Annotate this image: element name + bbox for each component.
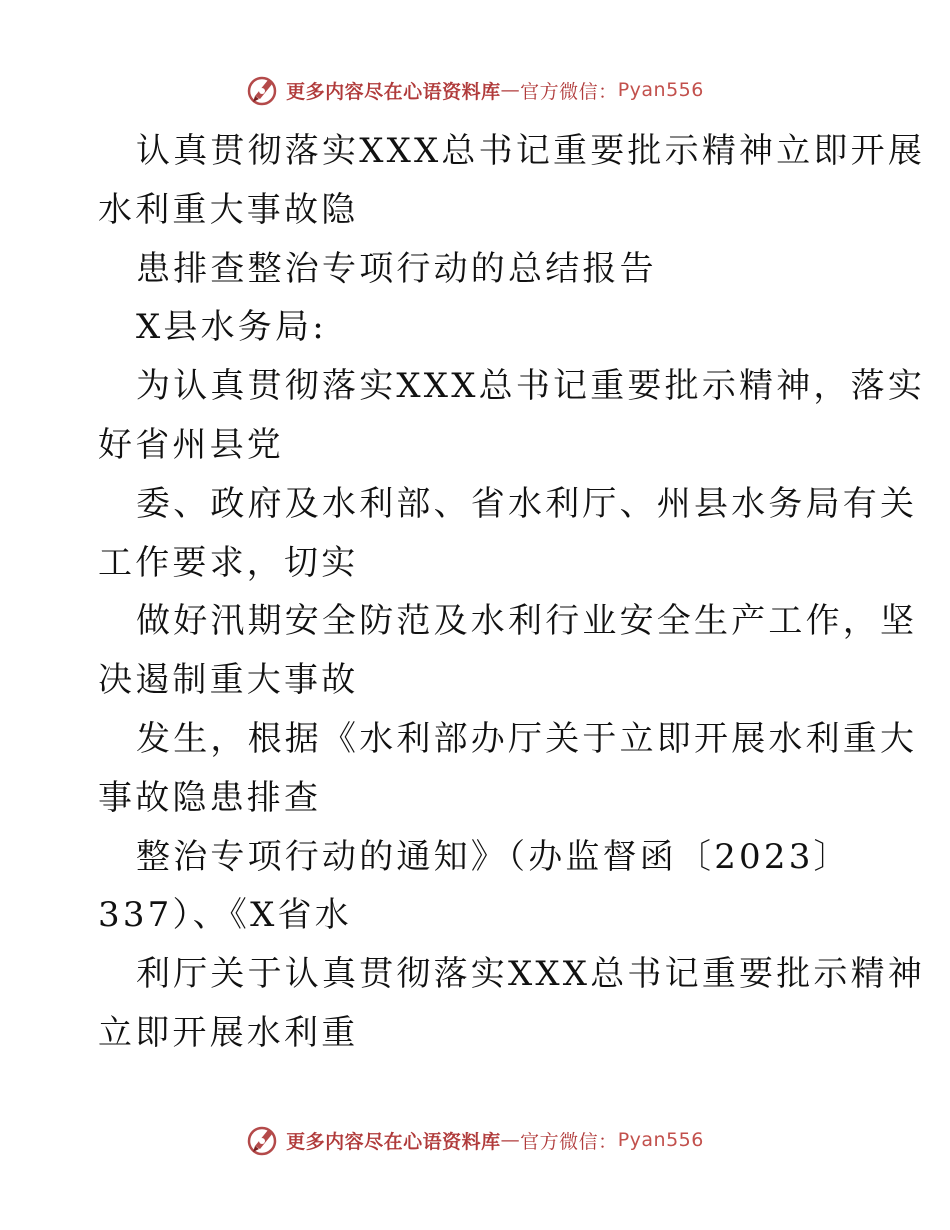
pen-logo-icon: [246, 74, 280, 106]
watermark-id: Pyan556: [617, 1129, 704, 1151]
watermark-label: 官方微信：: [520, 80, 618, 103]
text-line: X县水务局:: [136, 307, 327, 348]
text-line: 委、政府及水利部、省水利厅、州县水务局有关: [136, 483, 918, 524]
text-line: 认真贯彻落实XXX总书记重要批示精神立即开展: [136, 131, 926, 171]
text-line: 立即开展水利重: [98, 1012, 359, 1053]
text-line: 为认真贯彻落实XXX总书记重要批示精神，落实: [136, 366, 926, 407]
watermark-site: 更多内容尽在心语资料库: [286, 80, 501, 103]
watermark-footer: [0, 1124, 950, 1156]
watermark-label: 官方微信：: [520, 1130, 618, 1153]
watermark-site: 更多内容尽在心语资料库: [286, 1130, 501, 1153]
document-body: [98, 122, 926, 1063]
text-line: 337）、《X省水: [98, 895, 352, 936]
text-line: 利厅关于认真贯彻落实XXX总书记重要批示精神: [136, 954, 926, 995]
text-line: 发生，根据《水利部办厅关于立即开展水利重大: [136, 718, 918, 759]
text-line: 做好汛期安全防范及水利行业安全生产工作，坚: [136, 601, 918, 642]
text-line: 整治专项行动的通知》（办监督函〔2023〕: [136, 836, 851, 877]
text-line: 事故隐患排查: [98, 777, 322, 818]
text-line: 水利重大事故隐: [98, 189, 359, 230]
text-line: 决遏制重大事故: [98, 660, 359, 701]
watermark-separator: —: [500, 79, 521, 101]
text-line: 好省州县党: [98, 424, 284, 465]
text-line: 患排查整治专项行动的总结报告: [136, 248, 657, 289]
text-line: 工作要求，切实: [98, 542, 359, 583]
pen-logo-icon: [246, 1124, 280, 1156]
watermark-separator: —: [500, 1129, 521, 1151]
watermark-id: Pyan556: [617, 79, 704, 101]
watermark-header: [0, 74, 950, 106]
